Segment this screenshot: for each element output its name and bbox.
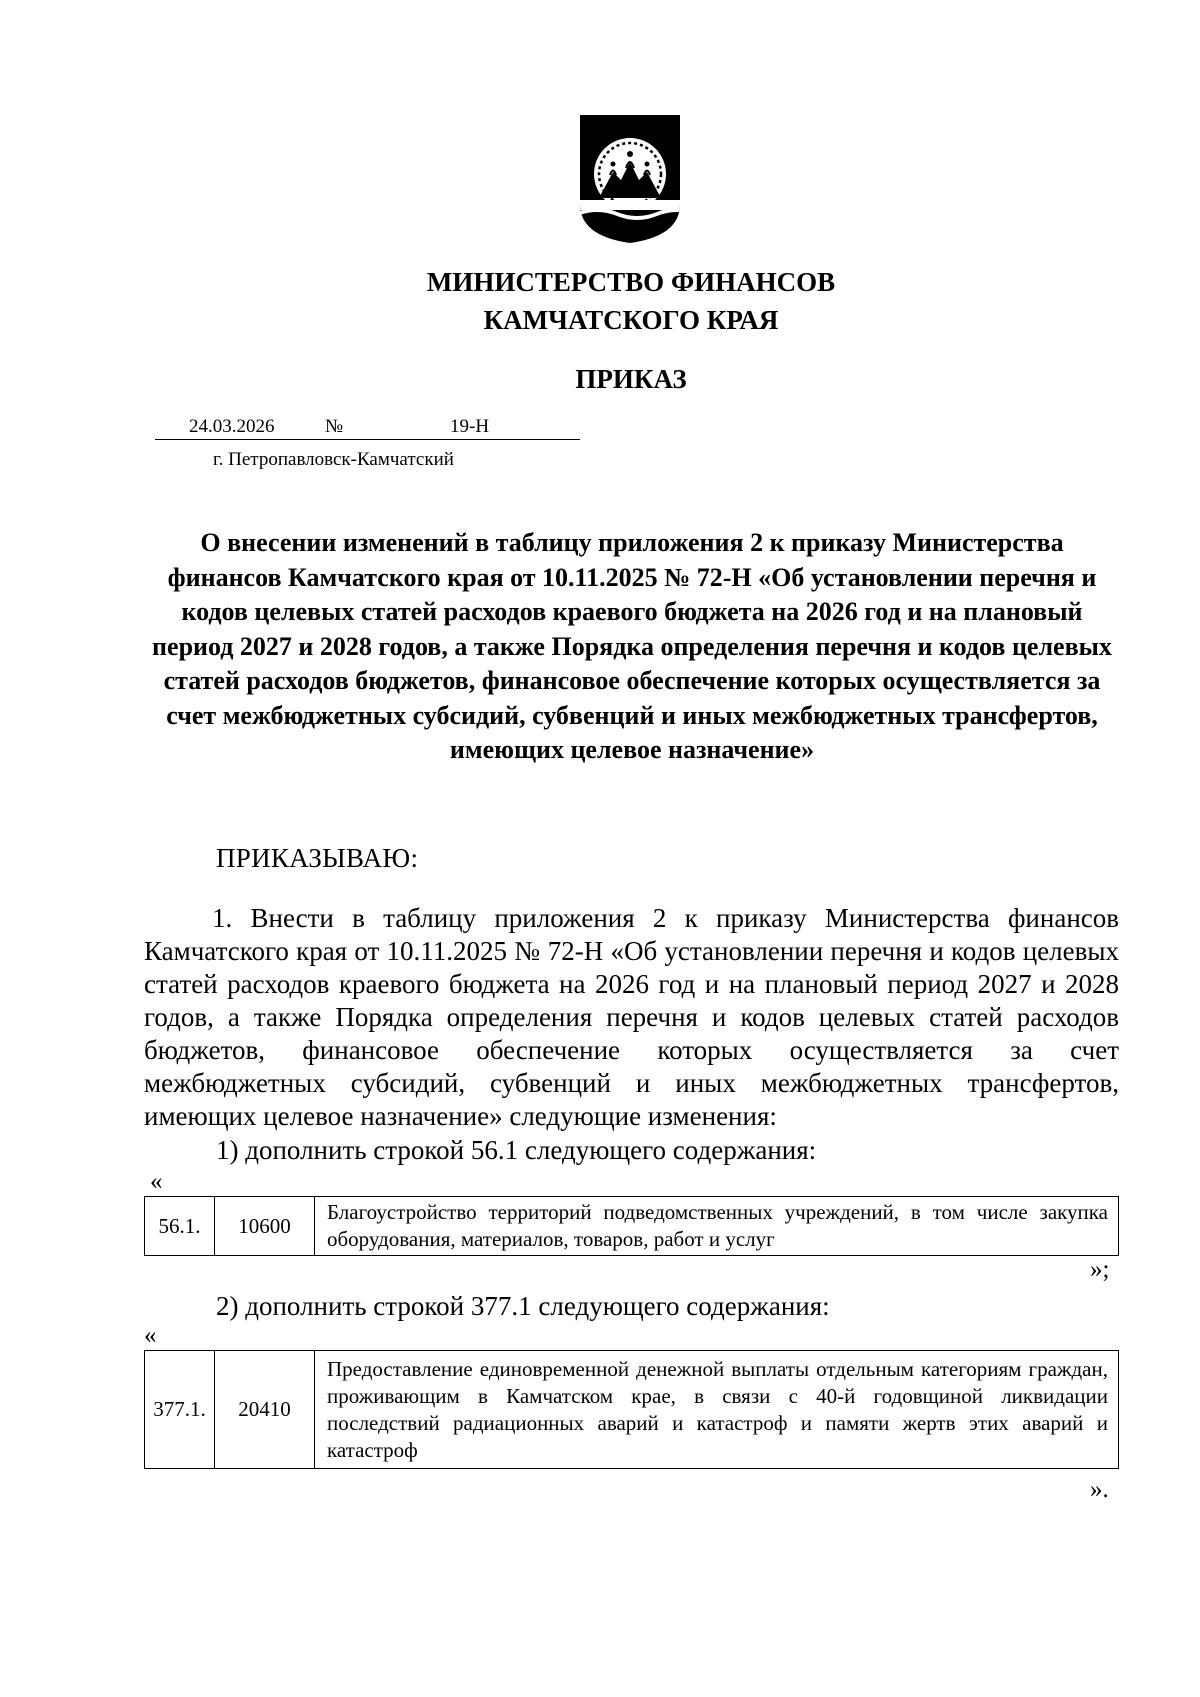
description-cell: Благоустройство территорий подведомственных учреждений, в том числе закупка оборудования, материалов, товаров, работ и услуг bbox=[315, 1197, 1119, 1256]
row-number-cell: 377.1. bbox=[145, 1351, 215, 1469]
open-quote-2: « bbox=[144, 1322, 157, 1349]
coat-of-arms-icon bbox=[577, 112, 683, 245]
item-2: 2) дополнить строкой 377.1 следующего содержания: bbox=[216, 1291, 830, 1321]
code-cell: 10600 bbox=[215, 1197, 315, 1256]
document-number: 19-Н bbox=[450, 416, 490, 437]
paragraph-1: 1. Внести в таблицу приложения 2 к приказу Министерства финансов Камчатского края от 10.11.2025 № 72-Н «Об установлении перечня и кодов целевых статей расходов краевого бюджета на 2026 год и на плановый период 2027 и 2028 годов, а также Порядка определения перечня и кодов целевых статей расходов бюджетов, финансовое обеспечение которых осуществляется за счет межбюджетных субсидий, субвенций и иных межбюджетных трансфертов, имеющих целевое назначение» следующие изменения: bbox=[144, 903, 1119, 1131]
number-sign: № bbox=[325, 416, 344, 437]
date-number-line bbox=[155, 416, 580, 442]
document-heading: О внесении изменений в таблицу приложения 2 к приказу Министерства финансов Камчатского края от 10.11.2025 № 72-Н «Об установлении перечня и кодов целевых статей расходов краевого бюджета на 2026 год и на плановый период 2027 и 2028 годов, а также Порядка определения перечня и кодов целевых статей расходов бюджетов, финансовое обеспечение которых осуществляется за счет межбюджетных субсидий, субвенций и иных межбюджетных трансфертов, имеющих целевое назначение» bbox=[152, 528, 1112, 764]
underline-rule bbox=[155, 439, 580, 440]
code-cell: 20410 bbox=[215, 1351, 315, 1469]
row-number-cell: 56.1. bbox=[145, 1197, 215, 1256]
close-quote-1: »; bbox=[1090, 1256, 1110, 1283]
ministry-name-line-1: МИНИСТЕРСТВО ФИНАНСОВ bbox=[426, 267, 836, 297]
document-date: 24.03.2026 bbox=[189, 416, 275, 437]
codes-table-1 bbox=[144, 1196, 1119, 1256]
city-name: г. Петропавловск-Камчатский bbox=[213, 449, 454, 470]
table-row bbox=[145, 1197, 1119, 1256]
ministry-name-line-2: КАМЧАТСКОГО КРАЯ bbox=[483, 305, 779, 335]
open-quote-1: « bbox=[150, 1168, 163, 1195]
table-row bbox=[145, 1351, 1119, 1469]
item-1: 1) дополнить строкой 56.1 следующего содержания: bbox=[216, 1135, 817, 1165]
close-quote-2: ». bbox=[1090, 1476, 1109, 1503]
order-word: ПРИКАЗЫВАЮ: bbox=[216, 843, 419, 873]
document-type: ПРИКАЗ bbox=[575, 364, 687, 394]
codes-table-2 bbox=[144, 1350, 1119, 1469]
description-cell: Предоставление единовременной денежной выплаты отдельным категориям граждан, проживающим в Камчатском крае, в связи с 40-й годовщиной ликвидации последствий радиационных аварий и катастроф и памяти жертв этих аварий и катастроф bbox=[315, 1351, 1119, 1469]
